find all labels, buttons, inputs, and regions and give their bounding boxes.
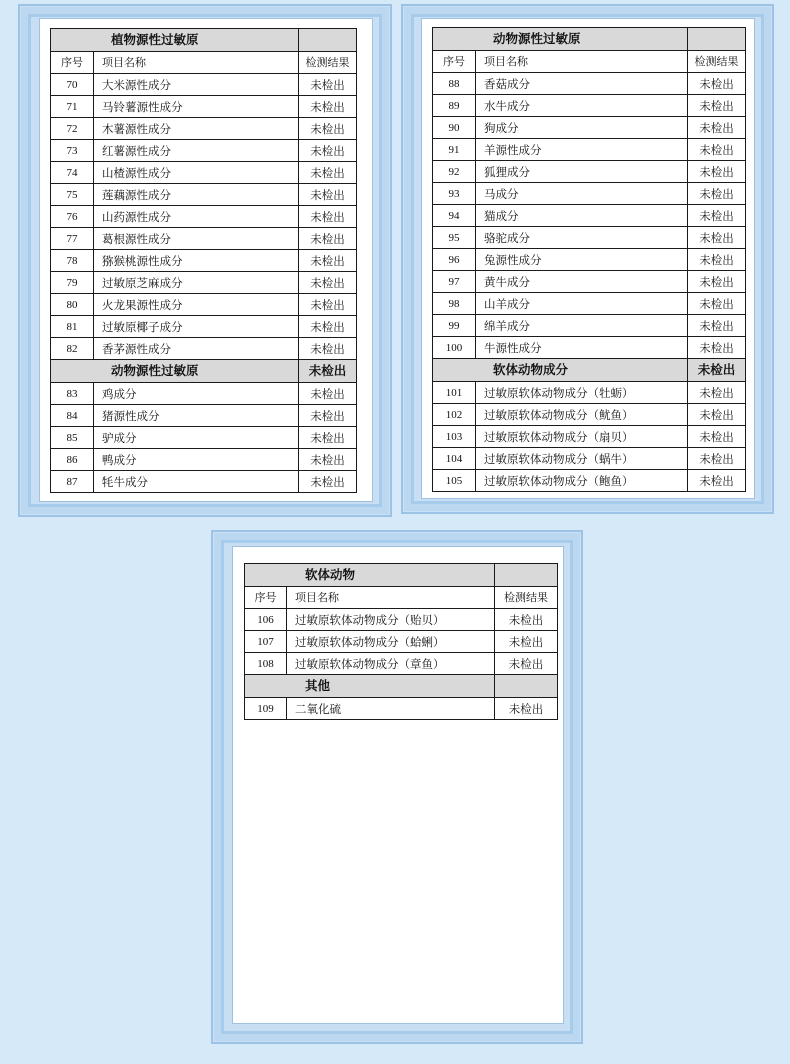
column-header-result: 检测结果 bbox=[688, 51, 746, 73]
row-result: 未检出 bbox=[299, 471, 357, 493]
row-item-name: 猪源性成分 bbox=[94, 405, 299, 427]
row-item-name: 猕猴桃源性成分 bbox=[94, 250, 299, 272]
row-result: 未检出 bbox=[688, 426, 746, 448]
row-result: 未检出 bbox=[495, 609, 558, 631]
row-seq: 76 bbox=[51, 206, 94, 228]
row-result: 未检出 bbox=[688, 249, 746, 271]
section-header-row bbox=[433, 359, 746, 382]
row-item-name: 莲藕源性成分 bbox=[94, 184, 299, 206]
row-item-name: 香菇成分 bbox=[476, 73, 688, 95]
row-result: 未检出 bbox=[299, 74, 357, 96]
row-item-name: 过敏原软体动物成分（牡蛎） bbox=[476, 382, 688, 404]
row-seq: 78 bbox=[51, 250, 94, 272]
row-item-name: 骆驼成分 bbox=[476, 227, 688, 249]
row-seq: 84 bbox=[51, 405, 94, 427]
table-row bbox=[51, 228, 357, 250]
row-seq: 75 bbox=[51, 184, 94, 206]
results-table-panel-2 bbox=[432, 27, 746, 492]
column-header-row bbox=[433, 51, 746, 73]
section-result: 未检出 bbox=[299, 360, 357, 383]
row-result: 未检出 bbox=[299, 162, 357, 184]
table-row bbox=[433, 315, 746, 337]
row-result: 未检出 bbox=[688, 293, 746, 315]
table-row bbox=[51, 405, 357, 427]
row-item-name: 过敏原椰子成分 bbox=[94, 316, 299, 338]
row-seq: 107 bbox=[245, 631, 287, 653]
section-title: 其他 bbox=[245, 675, 495, 698]
row-item-name: 过敏原软体动物成分（鲍鱼） bbox=[476, 470, 688, 492]
table-row bbox=[433, 183, 746, 205]
row-result: 未检出 bbox=[688, 271, 746, 293]
section-result: 未检出 bbox=[688, 359, 746, 382]
row-result: 未检出 bbox=[495, 698, 558, 720]
section-title: 动物源性过敏原 bbox=[51, 360, 299, 383]
row-seq: 81 bbox=[51, 316, 94, 338]
row-seq: 96 bbox=[433, 249, 476, 271]
table-row bbox=[245, 631, 558, 653]
row-seq: 79 bbox=[51, 272, 94, 294]
table-row bbox=[433, 448, 746, 470]
row-result: 未检出 bbox=[299, 206, 357, 228]
row-seq: 91 bbox=[433, 139, 476, 161]
row-seq: 93 bbox=[433, 183, 476, 205]
row-result: 未检出 bbox=[688, 382, 746, 404]
row-item-name: 马成分 bbox=[476, 183, 688, 205]
column-header-name: 项目名称 bbox=[94, 52, 299, 74]
row-result: 未检出 bbox=[688, 337, 746, 359]
section-title: 软体动物 bbox=[245, 564, 495, 587]
column-header-name: 项目名称 bbox=[287, 587, 495, 609]
row-result: 未检出 bbox=[299, 294, 357, 316]
row-result: 未检出 bbox=[299, 272, 357, 294]
table-row bbox=[433, 161, 746, 183]
row-result: 未检出 bbox=[299, 405, 357, 427]
row-seq: 100 bbox=[433, 337, 476, 359]
section-header-row bbox=[245, 564, 558, 587]
row-seq: 82 bbox=[51, 338, 94, 360]
row-seq: 99 bbox=[433, 315, 476, 337]
row-result: 未检出 bbox=[688, 95, 746, 117]
row-seq: 98 bbox=[433, 293, 476, 315]
row-seq: 70 bbox=[51, 74, 94, 96]
row-seq: 72 bbox=[51, 118, 94, 140]
section-header-row bbox=[433, 28, 746, 51]
row-item-name: 猫成分 bbox=[476, 205, 688, 227]
row-seq: 83 bbox=[51, 383, 94, 405]
table-row bbox=[51, 383, 357, 405]
row-item-name: 火龙果源性成分 bbox=[94, 294, 299, 316]
table-row bbox=[433, 117, 746, 139]
column-header-result: 检测结果 bbox=[299, 52, 357, 74]
section-header-row bbox=[51, 29, 357, 52]
row-result: 未检出 bbox=[688, 205, 746, 227]
row-result: 未检出 bbox=[688, 448, 746, 470]
table-row bbox=[245, 609, 558, 631]
row-item-name: 狗成分 bbox=[476, 117, 688, 139]
row-seq: 88 bbox=[433, 73, 476, 95]
table-row bbox=[51, 96, 357, 118]
row-item-name: 大米源性成分 bbox=[94, 74, 299, 96]
section-result bbox=[495, 675, 558, 698]
table-row bbox=[433, 227, 746, 249]
column-header-row bbox=[245, 587, 558, 609]
table-row bbox=[51, 338, 357, 360]
table-row bbox=[51, 449, 357, 471]
table-row bbox=[51, 316, 357, 338]
table-row bbox=[51, 427, 357, 449]
row-item-name: 水牛成分 bbox=[476, 95, 688, 117]
row-item-name: 二氧化硫 bbox=[287, 698, 495, 720]
table-row bbox=[51, 471, 357, 493]
row-seq: 104 bbox=[433, 448, 476, 470]
table-row bbox=[51, 162, 357, 184]
row-seq: 108 bbox=[245, 653, 287, 675]
row-seq: 80 bbox=[51, 294, 94, 316]
section-result bbox=[299, 29, 357, 52]
row-seq: 86 bbox=[51, 449, 94, 471]
table-row bbox=[51, 184, 357, 206]
row-result: 未检出 bbox=[299, 228, 357, 250]
table-row bbox=[433, 382, 746, 404]
table-row bbox=[433, 337, 746, 359]
row-result: 未检出 bbox=[299, 96, 357, 118]
column-header-row bbox=[51, 52, 357, 74]
row-item-name: 山楂源性成分 bbox=[94, 162, 299, 184]
row-result: 未检出 bbox=[688, 470, 746, 492]
row-result: 未检出 bbox=[299, 140, 357, 162]
row-item-name: 牛源性成分 bbox=[476, 337, 688, 359]
table-row bbox=[433, 139, 746, 161]
column-header-name: 项目名称 bbox=[476, 51, 688, 73]
section-header-row bbox=[245, 675, 558, 698]
row-seq: 87 bbox=[51, 471, 94, 493]
row-item-name: 过敏原软体动物成分（蛤蜊） bbox=[287, 631, 495, 653]
row-result: 未检出 bbox=[299, 316, 357, 338]
row-item-name: 羊源性成分 bbox=[476, 139, 688, 161]
table-row bbox=[51, 74, 357, 96]
table-row bbox=[51, 294, 357, 316]
row-seq: 89 bbox=[433, 95, 476, 117]
row-result: 未检出 bbox=[688, 404, 746, 426]
table-row bbox=[51, 140, 357, 162]
row-item-name: 兔源性成分 bbox=[476, 249, 688, 271]
row-item-name: 葛根源性成分 bbox=[94, 228, 299, 250]
row-item-name: 香茅源性成分 bbox=[94, 338, 299, 360]
row-result: 未检出 bbox=[299, 449, 357, 471]
row-seq: 109 bbox=[245, 698, 287, 720]
row-item-name: 黄牛成分 bbox=[476, 271, 688, 293]
row-seq: 106 bbox=[245, 609, 287, 631]
row-result: 未检出 bbox=[688, 117, 746, 139]
table-row bbox=[433, 205, 746, 227]
row-item-name: 过敏原软体动物成分（鱿鱼） bbox=[476, 404, 688, 426]
section-title: 植物源性过敏原 bbox=[51, 29, 299, 52]
table-row bbox=[245, 698, 558, 720]
row-item-name: 木薯源性成分 bbox=[94, 118, 299, 140]
row-result: 未检出 bbox=[299, 383, 357, 405]
row-seq: 90 bbox=[433, 117, 476, 139]
section-result bbox=[688, 28, 746, 51]
results-table-panel-3 bbox=[244, 563, 558, 720]
row-result: 未检出 bbox=[495, 631, 558, 653]
row-seq: 71 bbox=[51, 96, 94, 118]
row-item-name: 牦牛成分 bbox=[94, 471, 299, 493]
row-seq: 102 bbox=[433, 404, 476, 426]
row-item-name: 鸭成分 bbox=[94, 449, 299, 471]
row-result: 未检出 bbox=[495, 653, 558, 675]
row-result: 未检出 bbox=[688, 315, 746, 337]
row-item-name: 驴成分 bbox=[94, 427, 299, 449]
row-item-name: 山药源性成分 bbox=[94, 206, 299, 228]
row-seq: 74 bbox=[51, 162, 94, 184]
row-seq: 94 bbox=[433, 205, 476, 227]
row-seq: 103 bbox=[433, 426, 476, 448]
table-row bbox=[433, 271, 746, 293]
row-item-name: 红薯源性成分 bbox=[94, 140, 299, 162]
column-header-seq: 序号 bbox=[51, 52, 94, 74]
table-row bbox=[433, 73, 746, 95]
row-item-name: 过敏原软体动物成分（章鱼） bbox=[287, 653, 495, 675]
row-seq: 73 bbox=[51, 140, 94, 162]
row-item-name: 过敏原软体动物成分（蜗牛） bbox=[476, 448, 688, 470]
section-header-row bbox=[51, 360, 357, 383]
row-item-name: 马铃薯源性成分 bbox=[94, 96, 299, 118]
table-row bbox=[51, 250, 357, 272]
row-seq: 101 bbox=[433, 382, 476, 404]
table-row bbox=[433, 404, 746, 426]
row-seq: 97 bbox=[433, 271, 476, 293]
row-item-name: 过敏原软体动物成分（扇贝） bbox=[476, 426, 688, 448]
row-seq: 105 bbox=[433, 470, 476, 492]
row-item-name: 过敏原芝麻成分 bbox=[94, 272, 299, 294]
row-result: 未检出 bbox=[688, 183, 746, 205]
table-row bbox=[433, 426, 746, 448]
section-result bbox=[495, 564, 558, 587]
row-seq: 95 bbox=[433, 227, 476, 249]
row-result: 未检出 bbox=[299, 427, 357, 449]
row-seq: 92 bbox=[433, 161, 476, 183]
row-result: 未检出 bbox=[299, 118, 357, 140]
row-item-name: 狐狸成分 bbox=[476, 161, 688, 183]
column-header-seq: 序号 bbox=[433, 51, 476, 73]
results-table-panel-1 bbox=[50, 28, 357, 493]
table-row bbox=[433, 95, 746, 117]
column-header-result: 检测结果 bbox=[495, 587, 558, 609]
table-row bbox=[51, 272, 357, 294]
row-result: 未检出 bbox=[688, 73, 746, 95]
row-seq: 85 bbox=[51, 427, 94, 449]
row-result: 未检出 bbox=[299, 250, 357, 272]
table-row bbox=[51, 206, 357, 228]
row-result: 未检出 bbox=[299, 184, 357, 206]
table-row bbox=[51, 118, 357, 140]
section-title: 软体动物成分 bbox=[433, 359, 688, 382]
row-result: 未检出 bbox=[299, 338, 357, 360]
table-row bbox=[245, 653, 558, 675]
row-seq: 77 bbox=[51, 228, 94, 250]
row-item-name: 绵羊成分 bbox=[476, 315, 688, 337]
row-item-name: 过敏原软体动物成分（贻贝） bbox=[287, 609, 495, 631]
row-item-name: 鸡成分 bbox=[94, 383, 299, 405]
table-row bbox=[433, 249, 746, 271]
table-row bbox=[433, 293, 746, 315]
section-title: 动物源性过敏原 bbox=[433, 28, 688, 51]
row-result: 未检出 bbox=[688, 227, 746, 249]
column-header-seq: 序号 bbox=[245, 587, 287, 609]
row-result: 未检出 bbox=[688, 139, 746, 161]
row-result: 未检出 bbox=[688, 161, 746, 183]
table-row bbox=[433, 470, 746, 492]
row-item-name: 山羊成分 bbox=[476, 293, 688, 315]
